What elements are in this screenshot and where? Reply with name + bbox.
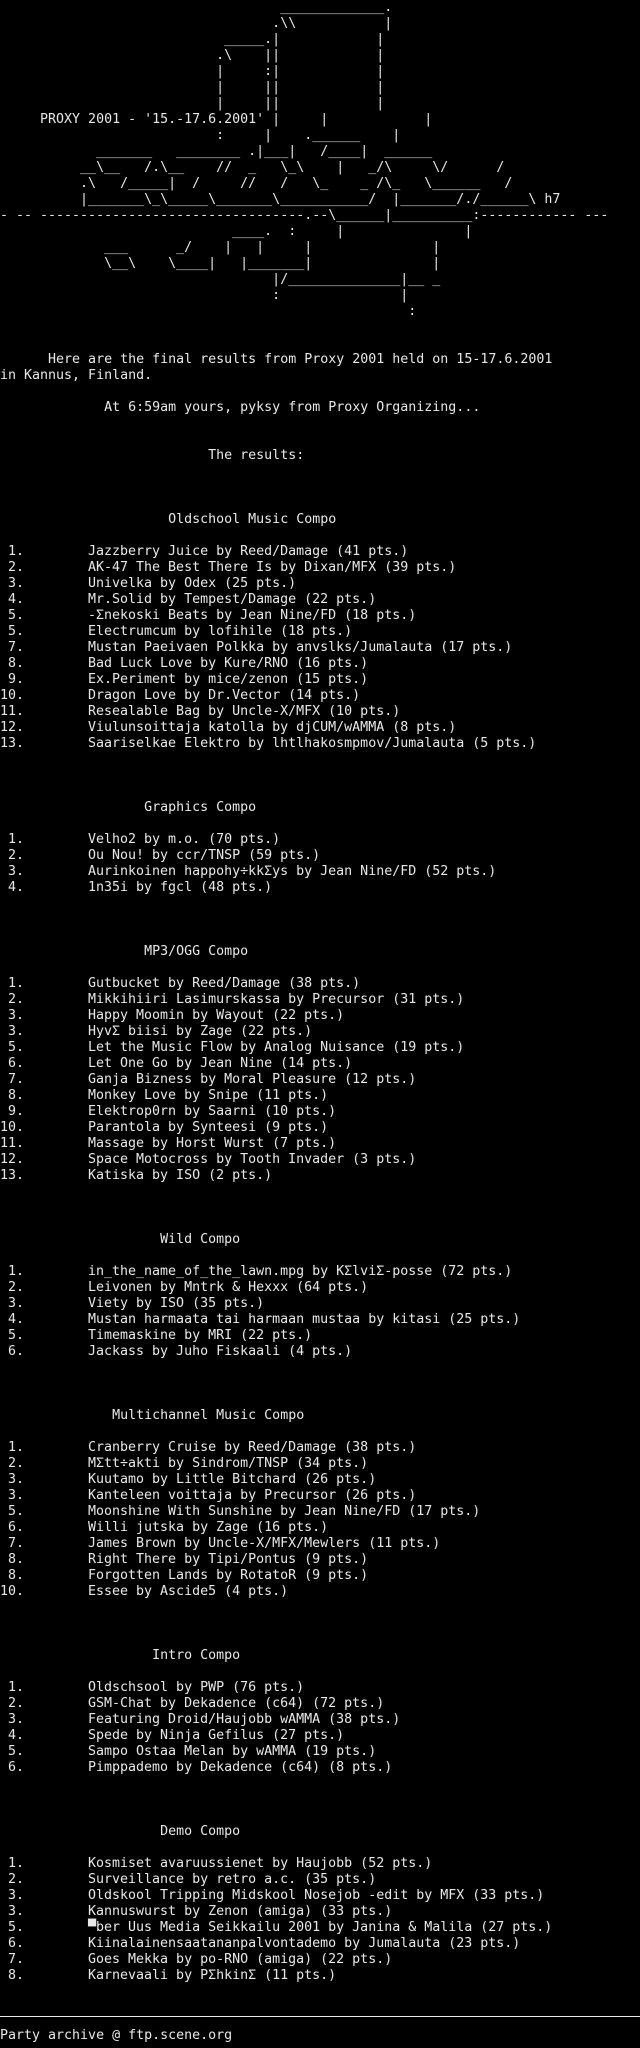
result-rank: 3. [0,1024,25,1039]
result-entry: Viety by ISO (35 pts.) [88,1296,265,1311]
result-entry: Sampo Ostaa Melan by wAMMA (19 pts.) [88,1744,377,1759]
result-rank: 3. [0,1904,25,1919]
result-entry: Kanteleen voittaja by Precursor (26 pts.) [88,1488,417,1503]
result-row [0,1024,640,1040]
compo-list [0,464,640,1984]
result-row [0,1328,640,1344]
compo-title: Demo Compo [0,1824,241,1839]
result-rank: 8. [0,656,25,671]
result-row [0,1168,640,1184]
result-rank: 3. [0,1888,25,1903]
result-row [0,640,640,656]
result-entry: MΣtt÷akti by Sindrom/TNSP (34 pts.) [88,1456,369,1471]
result-row [0,1936,640,1952]
result-row [0,1488,640,1504]
result-row [0,1920,640,1936]
result-row [0,880,640,896]
result-entry: ▀ber Uus Media Seikkailu 2001 by Janina & Malila (27 pts.) [88,1920,553,1935]
result-row [0,720,640,736]
result-entry: Electrumcum by lofihile (18 pts.) [88,624,353,639]
result-rank: 3. [0,1008,25,1023]
result-row [0,1104,640,1120]
result-row [0,1296,640,1312]
result-entry: -Σnekoski Beats by Jean Nine/FD (18 pts.) [88,608,417,623]
result-entry: Featuring Droid/Haujobb wAMMA (38 pts.) [88,1712,401,1727]
result-entry: Willi jutska by Zage (16 pts.) [88,1520,329,1535]
result-entry: Surveillance by retro a.c. (35 pts.) [88,1872,377,1887]
result-row [0,560,640,576]
intro-line-2: in Kannus, Finland. [0,368,153,383]
result-entry: Aurinkoinen happohy÷kkΣys by Jean Nine/FD (52 pts.) [88,864,497,879]
result-rank: 5. [0,1328,25,1343]
result-entry: Leivonen by Mntrk & Hexxx (64 pts.) [88,1280,369,1295]
result-rank: 1. [0,1264,25,1279]
result-rank: 6. [0,1520,25,1535]
result-entry: Mustan harmaata tai harmaan mustaa by kitasi (25 pts.) [88,1312,521,1327]
result-rank: 2. [0,1280,25,1295]
result-row [0,1344,640,1360]
result-rank: 3. [0,1488,25,1503]
result-entry: Resealable Bag by Uncle-X/MFX (10 pts.) [88,704,401,719]
result-row [0,1088,640,1104]
result-entry: Ex.Periment by mice/zenon (15 pts.) [88,672,369,687]
result-row [0,624,640,640]
result-entry: HyvΣ biisi by Zage (22 pts.) [88,1024,313,1039]
result-rank: 5. [0,1040,25,1055]
result-rank: 10. [0,688,25,703]
result-entry: Forgotten Lands by RotatoR (9 pts.) [88,1568,369,1583]
result-entry: Velho2 by m.o. (70 pts.) [88,832,281,847]
footer-text: Party archive @ ftp.scene.org [0,2028,233,2043]
result-row [0,1680,640,1696]
result-rank: 4. [0,1312,25,1327]
result-rank: 5. [0,1504,25,1519]
result-row [0,1584,640,1600]
result-row [0,992,640,1008]
result-rank: 9. [0,672,25,687]
result-entry: Saariselkae Elektro by lhtlhakosmpmov/Jumalauta (5 pts.) [88,736,537,751]
result-rank: 7. [0,1952,25,1967]
result-row [0,1152,640,1168]
result-row [0,592,640,608]
result-row [0,1312,640,1328]
result-rank: 1. [0,832,25,847]
result-rank: 5. [0,624,25,639]
result-row [0,1856,640,1872]
result-rank: 4. [0,880,25,895]
result-entry: Mustan Paeivaen Polkka by anvslks/Jumalauta (17 pts.) [88,640,513,655]
result-row [0,672,640,688]
intro-line-1: Here are the final results from Proxy 2001 held on 15-17.6.2001 [0,352,553,367]
result-entry: Ganja Bizness by Moral Pleasure (12 pts.) [88,1072,417,1087]
result-entry: 1n35i by fgcl (48 pts.) [88,880,273,895]
compo-title: Multichannel Music Compo [0,1408,305,1423]
result-row [0,832,640,848]
compo-title: Intro Compo [0,1648,241,1663]
result-row [0,1872,640,1888]
result-entry: GSM-Chat by Dekadence (c64) (72 pts.) [88,1696,385,1711]
result-entry: Happy Moomin by Wayout (22 pts.) [88,1008,345,1023]
result-rank: 5. [0,1920,25,1935]
result-rank: 1. [0,544,25,559]
result-row [0,1472,640,1488]
result-rank: 1. [0,976,25,991]
result-rank: 1. [0,1856,25,1871]
result-row [0,1968,640,1984]
result-rank: 4. [0,592,25,607]
result-entry: Spede by Ninja Gefilus (27 pts.) [88,1728,345,1743]
result-row [0,1280,640,1296]
result-rank: 3. [0,1472,25,1487]
result-rank: 1. [0,1440,25,1455]
result-entry: Katiska by ISO (2 pts.) [88,1168,273,1183]
result-entry: in_the_name_of_the_lawn.mpg by KΣlviΣ-posse (72 pts.) [88,1264,513,1279]
result-row [0,544,640,560]
result-rank: 3. [0,576,25,591]
result-rank: 3. [0,864,25,879]
result-row [0,1568,640,1584]
result-rank: 2. [0,992,25,1007]
result-rank: 13. [0,1168,25,1183]
result-rank: 6. [0,1760,25,1775]
result-entry: Ou Nou! by ccr/TNSP (59 pts.) [88,848,321,863]
result-entry: Massage by Horst Wurst (7 pts.) [88,1136,337,1151]
result-rank: 13. [0,736,25,751]
result-row [0,1712,640,1728]
result-entry: Univelka by Odex (25 pts.) [88,576,297,591]
result-entry: Jazzberry Juice by Reed/Damage (41 pts.) [88,544,409,559]
result-row [0,1136,640,1152]
result-rank: 5. [0,608,25,623]
result-entry: Dragon Love by Dr.Vector (14 pts.) [88,688,361,703]
result-row [0,1072,640,1088]
result-entry: Mr.Solid by Tempest/Damage (22 pts.) [88,592,377,607]
result-row [0,1056,640,1072]
result-rank: 2. [0,848,25,863]
result-rank: 9. [0,1104,25,1119]
result-entry: James Brown by Uncle-X/MFX/Mewlers (11 pts.) [88,1536,441,1551]
result-entry: Viulunsoittaja katolla by djCUM/wAMMA (8 pts.) [88,720,457,735]
result-entry: Gutbucket by Reed/Damage (38 pts.) [88,976,361,991]
result-row [0,704,640,720]
result-entry: Jackass by Juho Fiskaali (4 pts.) [88,1344,353,1359]
result-rank: 7. [0,1072,25,1087]
result-rank: 7. [0,1536,25,1551]
ascii-art-logo: _____________. .\\ | _____.| | .\ || | | :| | | || | | || | PROXY 2001 - '15.-17.6.2001' | | | : | .______ | _______ ________ .|___| /____| ______ __\__ /.\__ // _ \_\ | _/\ \/ / .\ /_____| / // / \_ _ /\_ \______ / |_______\_\_____\_______\___________/ |_______/./______\ h7 - -- ---------------------------------.--\______|__________:------------ --- ____. : | | ___ _/ | | | | \__\ \____| |_______| | |/______________|__ _ : | : [0,0,609,319]
result-entry: Space Motocross by Tooth Invader (3 pts.) [88,1152,417,1167]
result-row [0,1264,640,1280]
results-heading: The results: [0,448,305,463]
result-rank: 2. [0,1696,25,1711]
result-row [0,1504,640,1520]
result-row [0,1456,640,1472]
result-rank: 12. [0,720,25,735]
result-row [0,1760,640,1776]
result-row [0,1888,640,1904]
result-entry: Let the Music Flow by Analog Nuisance (19 pts.) [88,1040,465,1055]
result-row [0,1728,640,1744]
compo-title: MP3/OGG Compo [0,944,249,959]
result-entry: Let One Go by Jean Nine (14 pts.) [88,1056,353,1071]
result-entry: Right There by Tipi/Pontus (9 pts.) [88,1552,369,1567]
result-row [0,864,640,880]
compo-title: Graphics Compo [0,800,257,815]
result-rank: 3. [0,1712,25,1727]
result-row [0,1040,640,1056]
result-rank: 2. [0,1872,25,1887]
result-rank: 6. [0,1056,25,1071]
result-rank: 12. [0,1152,25,1167]
result-rank: 2. [0,560,25,575]
result-row [0,1744,640,1760]
result-entry: Karnevaali by PΣhkinΣ (11 pts.) [88,1968,337,1983]
result-row [0,848,640,864]
result-row [0,1440,640,1456]
result-entry: Mikkihiiri Lasimurskassa by Precursor (31 pts.) [88,992,465,1007]
compo-title: Wild Compo [0,1232,241,1247]
result-entry: Kiinalainensaatananpalvontademo by Jumalauta (23 pts.) [88,1936,521,1951]
result-entry: Goes Mekka by po-RNO (amiga) (22 pts.) [88,1952,393,1967]
result-entry: Monkey Love by Snipe (11 pts.) [88,1088,329,1103]
result-rank: 4. [0,1728,25,1743]
result-rank: 2. [0,1456,25,1471]
result-rank: 11. [0,704,25,719]
footer-divider [0,2016,640,2017]
result-row [0,1520,640,1536]
result-entry: Essee by Ascide5 (4 pts.) [88,1584,289,1599]
result-entry: Timemaskine by MRI (22 pts.) [88,1328,313,1343]
result-rank: 5. [0,1744,25,1759]
result-rank: 8. [0,1088,25,1103]
result-row [0,1904,640,1920]
result-row [0,1552,640,1568]
result-rank: 6. [0,1344,25,1359]
result-rank: 10. [0,1120,25,1135]
intro-signoff: At 6:59am yours, pyksy from Proxy Organizing... [0,400,481,415]
result-entry: Bad Luck Love by Kure/RNO (16 pts.) [88,656,369,671]
result-entry: Pimppademo by Dekadence (c64) (8 pts.) [88,1760,393,1775]
result-row [0,1952,640,1968]
result-row [0,656,640,672]
result-entry: Kuutamo by Little Bitchard (26 pts.) [88,1472,377,1487]
result-rank: 11. [0,1136,25,1151]
result-entry: Kosmiset avaruussienet by Haujobb (52 pts.) [88,1856,433,1871]
result-row [0,1120,640,1136]
result-row [0,1536,640,1552]
result-rank: 8. [0,1552,25,1567]
result-entry: Parantola by Synteesi (9 pts.) [88,1120,329,1135]
result-row [0,608,640,624]
result-entry: Kannuswurst by Zenon (amiga) (33 pts.) [88,1904,393,1919]
result-row [0,576,640,592]
result-entry: AK-47 The Best There Is by Dixan/MFX (39 pts.) [88,560,457,575]
result-entry: Moonshine With Sunshine by Jean Nine/FD (17 pts.) [88,1504,481,1519]
result-row [0,1008,640,1024]
result-rank: 6. [0,1936,25,1951]
result-rank: 8. [0,1968,25,1983]
result-entry: Oldschsool by PWP (76 pts.) [88,1680,305,1695]
result-rank: 3. [0,1296,25,1311]
result-row [0,976,640,992]
result-entry: Cranberry Cruise by Reed/Damage (38 pts.) [88,1440,417,1455]
result-row [0,1696,640,1712]
result-row [0,688,640,704]
result-row [0,736,640,752]
result-rank: 1. [0,1680,25,1695]
result-rank: 8. [0,1568,25,1583]
result-entry: Oldskool Tripping Midskool Nosejob -edit by MFX (33 pts.) [88,1888,545,1903]
compo-title: Oldschool Music Compo [0,512,337,527]
result-entry: Elektrop0rn by Saarni (10 pts.) [88,1104,337,1119]
result-rank: 10. [0,1584,25,1599]
result-rank: 7. [0,640,25,655]
